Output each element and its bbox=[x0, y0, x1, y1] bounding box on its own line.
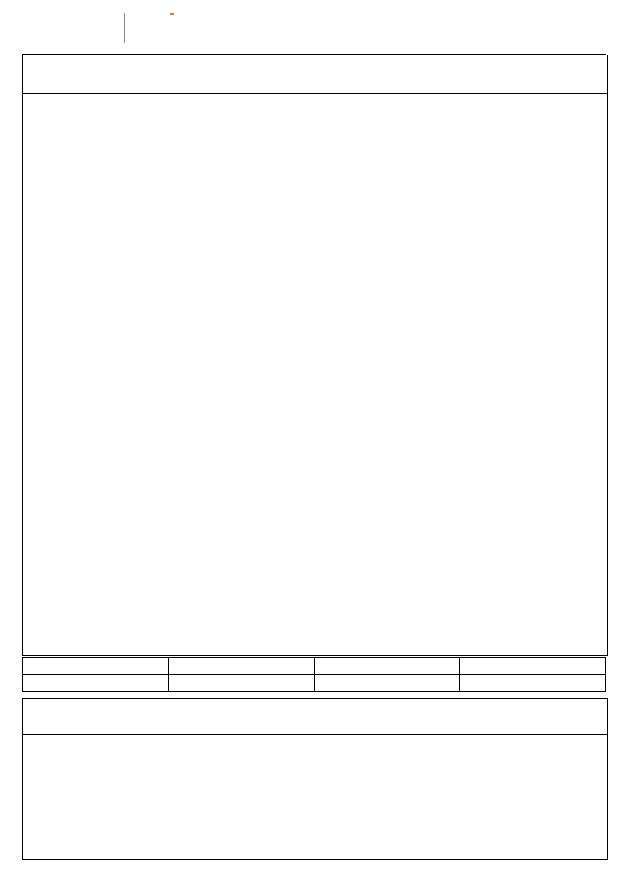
table-cell bbox=[168, 675, 314, 692]
divider bbox=[23, 734, 607, 735]
gedu-badge bbox=[170, 13, 174, 15]
page-header bbox=[0, 0, 630, 52]
table-header bbox=[23, 658, 169, 675]
table-header bbox=[168, 658, 314, 675]
table-header-row bbox=[23, 658, 606, 675]
table-cell bbox=[23, 675, 169, 692]
match-label bbox=[25, 111, 35, 127]
table-row bbox=[23, 675, 606, 692]
section4-box bbox=[22, 698, 608, 860]
section-table bbox=[22, 657, 606, 692]
table-cell bbox=[314, 675, 460, 692]
table-header bbox=[314, 658, 460, 675]
logo-divider bbox=[124, 13, 125, 43]
section3-box bbox=[22, 55, 608, 656]
divider bbox=[23, 93, 607, 94]
table-header bbox=[460, 658, 606, 675]
table-cell bbox=[460, 675, 606, 692]
